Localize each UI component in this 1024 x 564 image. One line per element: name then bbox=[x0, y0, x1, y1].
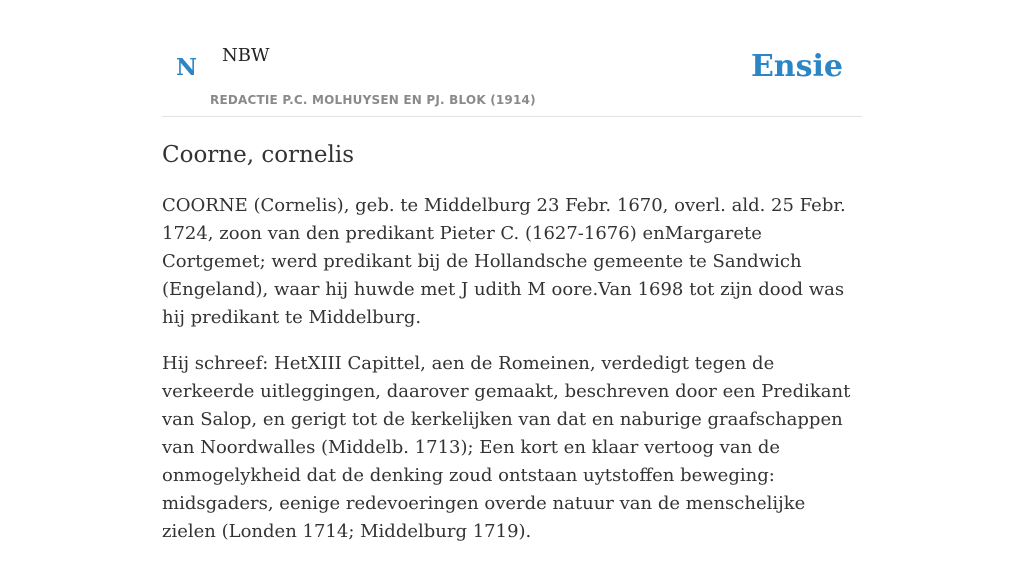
article bbox=[162, 140, 862, 564]
source-logo-letter[interactable]: N bbox=[176, 54, 198, 81]
source-name[interactable]: NBW bbox=[222, 45, 270, 66]
header bbox=[162, 0, 862, 117]
article-paragraph: Hij schreef: HetXIII Capittel, aen de Romeinen, verdedigt tegen de verkeerde uitleggingen, daarover gemaakt, beschreven door een Predikant van Salop, en gerigt tot de kerkelijken van dat en naburige graafschappen van Noordwalles (Middelb. 1713); Een kort en klaar vertoog van de onmogelykheid dat de denking zoud ontstaan uytstoffen beweging: midsgaders, eenige redevoeringen overde natuur van de menschelijke zielen (Londen 1714; Middelburg 1719). bbox=[162, 353, 851, 542]
brand-logo[interactable]: Ensie bbox=[750, 49, 843, 84]
article-title: Coorne, cornelis bbox=[162, 142, 354, 168]
source-editors: REDACTIE P.C. MOLHUYSEN EN PJ. BLOK (1914) bbox=[210, 93, 536, 107]
article-paragraph: COORNE (Cornelis), geb. te Middelburg 23 Febr. 1670, overl. ald. 25 Febr. 1724, zoon van den predikant Pieter C. (1627-1676) enMargarete Cortgemet; werd predikant bij de Hollandsche gemeente te Sandwich (Engeland), waar hij huwde met J udith M oore.Van 1698 tot zijn dood was hij predikant te Middelburg. bbox=[162, 195, 846, 328]
